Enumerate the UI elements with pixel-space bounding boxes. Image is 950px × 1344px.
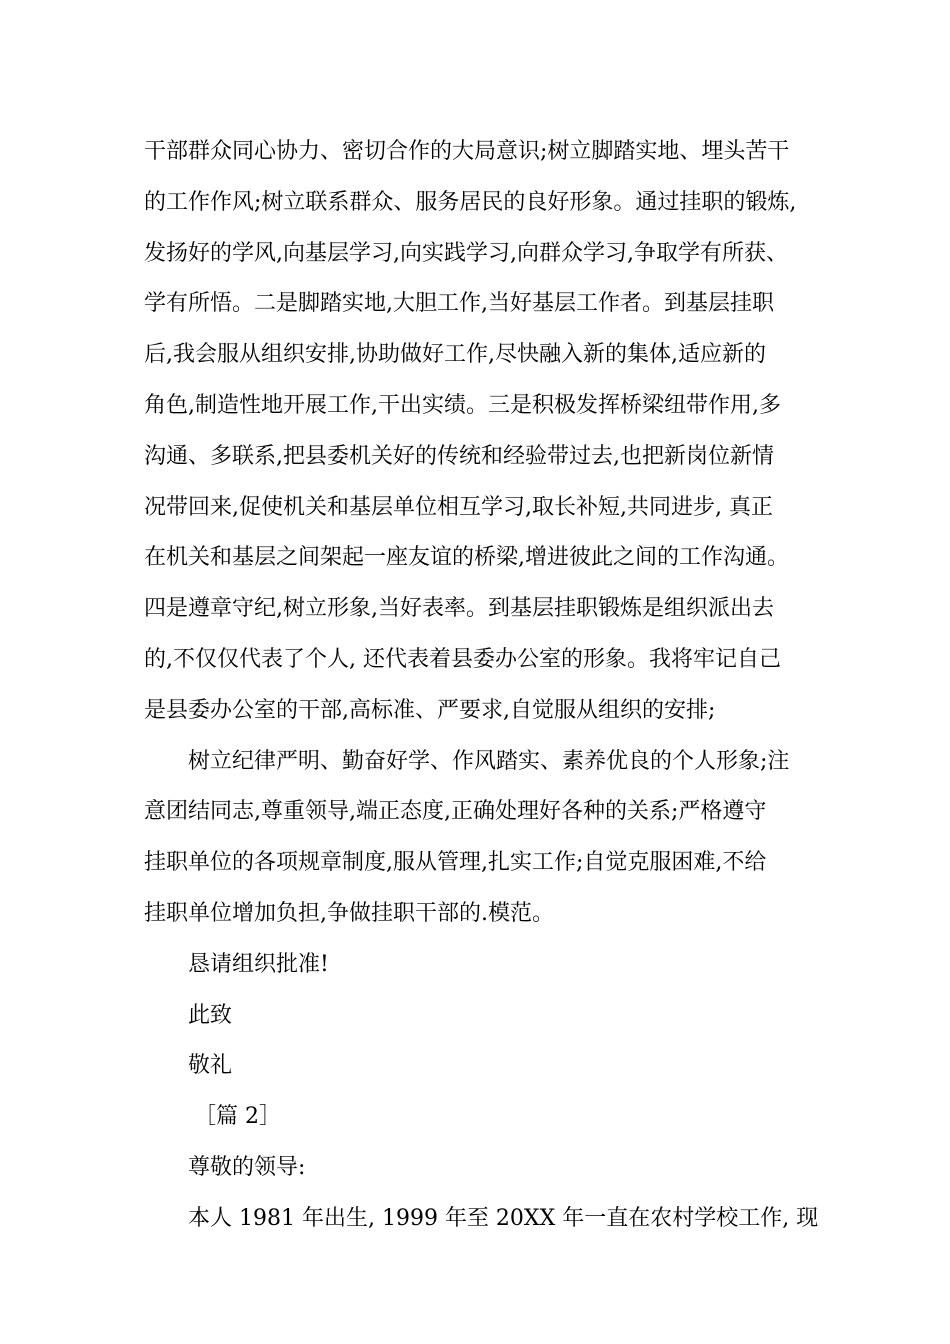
text-line: 是县委办公室的干部,高标准、严要求,自觉服从组织的安排;: [144, 697, 716, 723]
text-line: 挂职单位增加负担,争做挂职干部的.模范。: [144, 900, 554, 926]
document-body: [144, 127, 826, 1245]
text-line: 本人 1981 年出生, 1999 年至 20XX 年一直在农村学校工作, 现: [188, 1205, 819, 1231]
text-line: 角色,制造性地开展工作,干出实绩。三是积极发挥桥梁纽带作用,多: [144, 392, 781, 418]
section-marker: ［篇 2］: [194, 1104, 281, 1130]
paragraph-commitments: [144, 127, 826, 737]
text-line: 在机关和基层之间架起一座友谊的桥梁,增进彼此之间的工作沟通。: [144, 545, 789, 571]
closing-ci-zhi: 此致: [188, 1002, 233, 1028]
text-line: 学有所悟。二是脚踏实地,大胆工作,当好基层工作者。到基层挂职: [144, 291, 774, 317]
request-line: 恳请组织批准!: [188, 951, 329, 977]
paragraph-conduct: [144, 737, 826, 940]
text-line: 沟通、多联系,把县委机关好的传统和经验带过去,也把新岗位新情: [144, 443, 774, 469]
text-line: 况带回来,促使机关和基层单位相互学习,取长补短,共同进步, 真正: [144, 494, 773, 520]
text-line: 四是遵章守纪,树立形象,当好表率。到基层挂职锻炼是组织派出去: [144, 596, 774, 622]
text-line: 后,我会服从组织安排,协助做好工作,尽快融入新的集体,适应新的: [144, 342, 766, 368]
salutation: 尊敬的领导:: [188, 1154, 306, 1180]
closing-jing-li: 敬礼: [188, 1053, 233, 1079]
text-line: 干部群众同心协力、密切合作的大局意识;树立脚踏实地、埋头苦干: [144, 139, 790, 164]
text-line: 意团结同志,尊重领导,端正态度,正确处理好各种的关系;严格遵守: [144, 799, 767, 825]
text-line: 发扬好的学风,向基层学习,向实践学习,向群众学习,争取学有所获、: [144, 240, 788, 266]
text-line: 的工作作风;树立联系群众、服务居民的良好形象。通过挂职的锻炼,: [144, 189, 797, 215]
text-line: 挂职单位的各项规章制度,服从管理,扎实工作;自觉克服困难,不给: [144, 850, 767, 876]
text-line: 树立纪律严明、勤奋好学、作风踏实、素养优良的个人形象;注: [188, 748, 790, 774]
text-line: 的,不仅仅代表了个人, 还代表着县委办公室的形象。我将牢记自己: [144, 646, 781, 672]
